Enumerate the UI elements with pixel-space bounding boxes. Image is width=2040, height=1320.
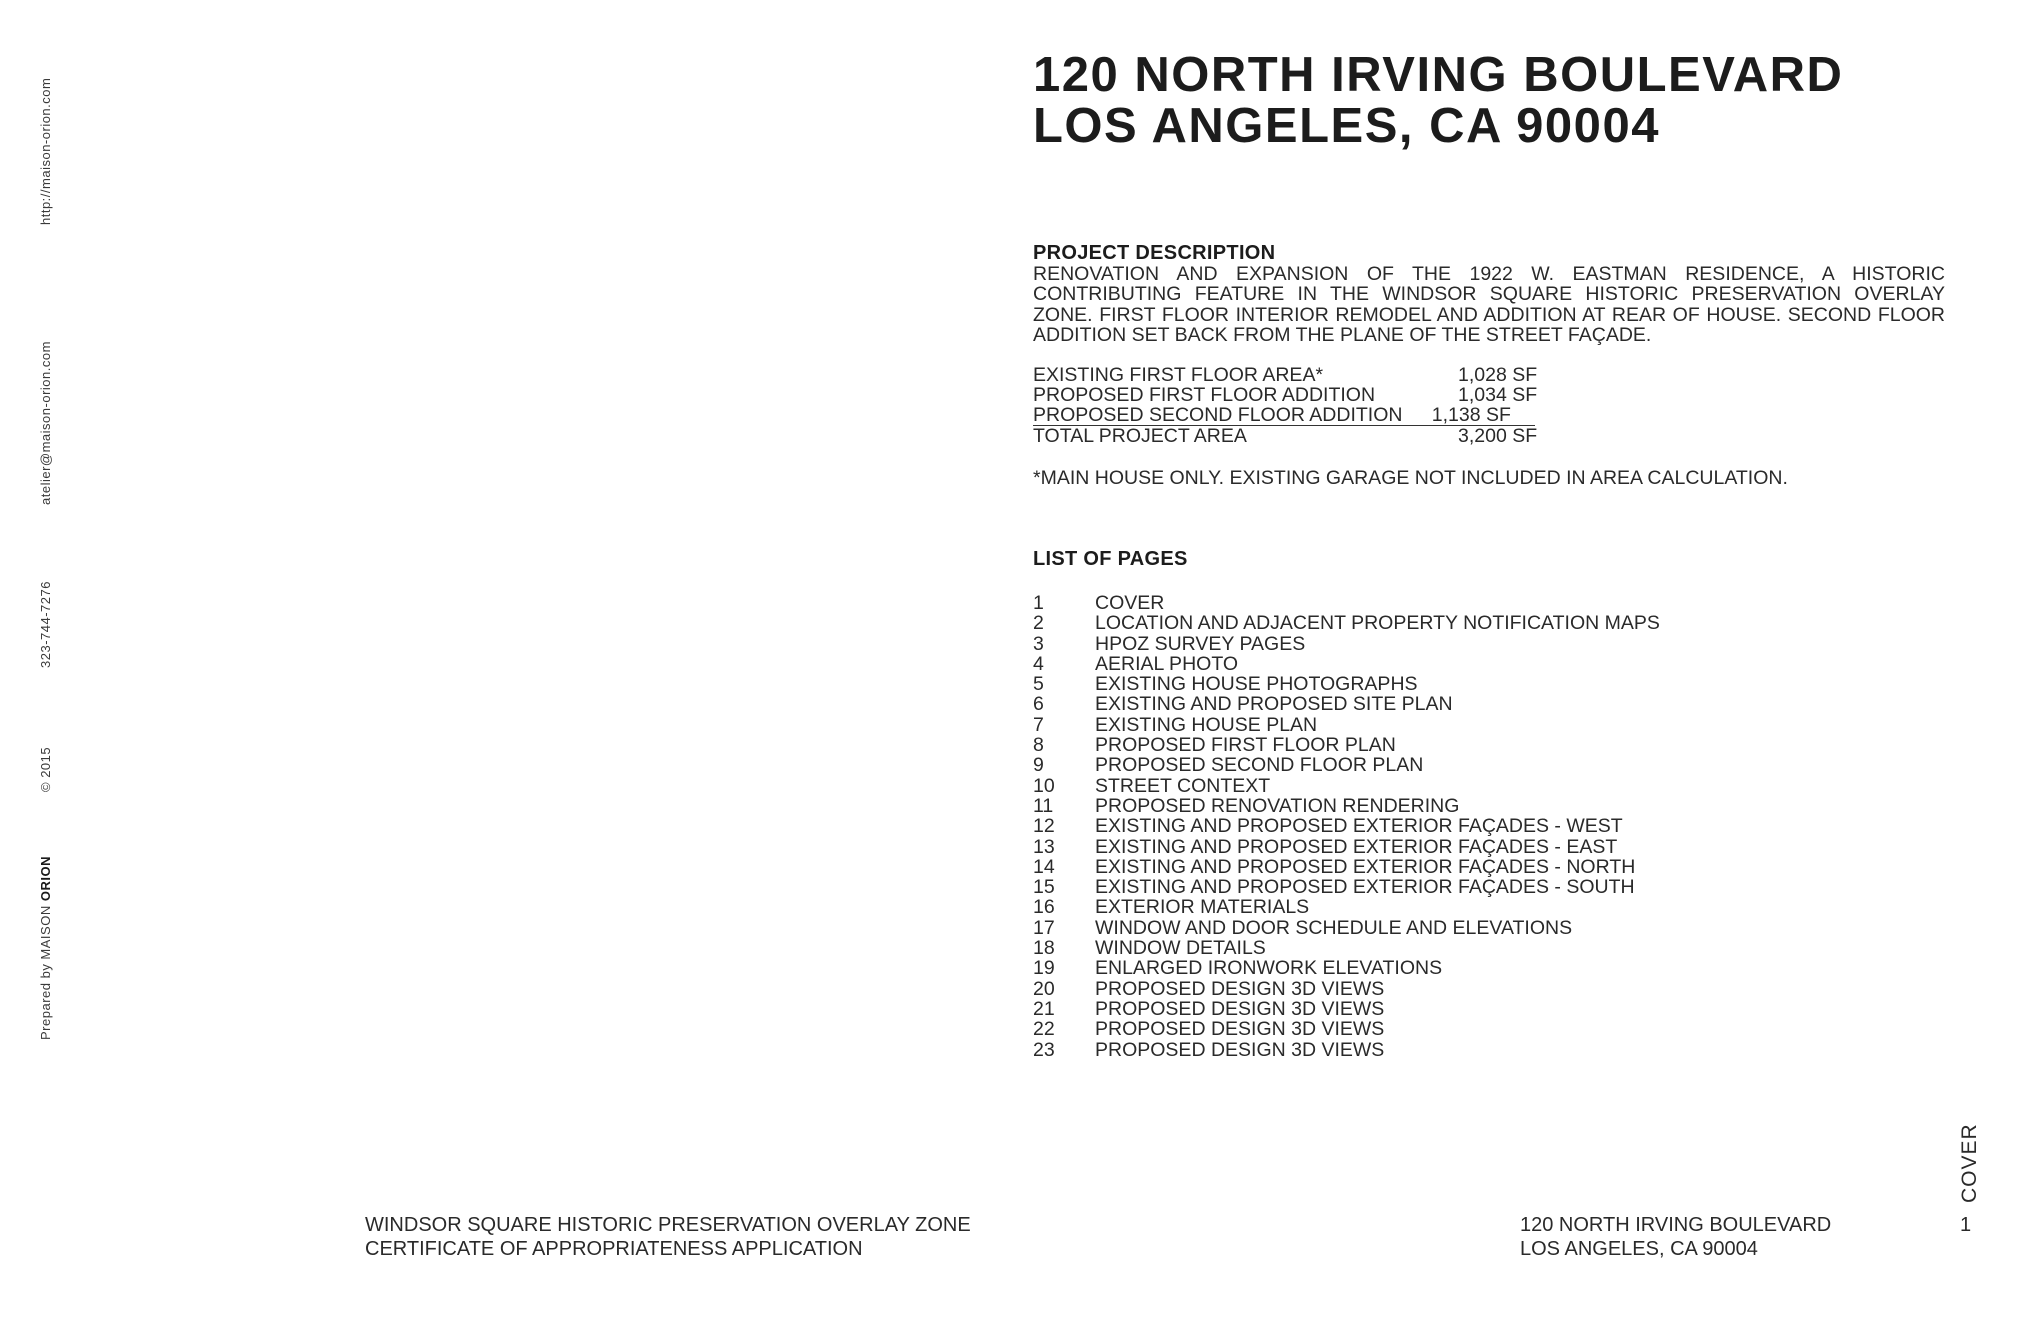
footer-zone-line: WINDSOR SQUARE HISTORIC PRESERVATION OVERLAY ZONE bbox=[365, 1214, 971, 1236]
page-list-title: EXISTING AND PROPOSED SITE PLAN bbox=[1095, 693, 1453, 716]
area-value: 1,034 SF bbox=[1458, 384, 1538, 407]
page-list-title: EXISTING HOUSE PHOTOGRAPHS bbox=[1095, 673, 1418, 696]
page-list-number: 9 bbox=[1033, 754, 1044, 777]
sheet-name-text: COVER bbox=[1958, 1123, 1981, 1203]
page-list-item bbox=[1033, 1019, 1660, 1039]
page-list-number: 14 bbox=[1033, 855, 1055, 878]
area-value: 3,200 SF bbox=[1458, 424, 1538, 447]
page-list-item bbox=[1033, 694, 1660, 714]
sidebar-website-text: http://maison-orion.com bbox=[38, 77, 53, 225]
page-list-number: 11 bbox=[1033, 794, 1054, 817]
list-of-pages bbox=[1033, 593, 1660, 1060]
page-list-number: 15 bbox=[1033, 876, 1055, 899]
page-list-item bbox=[1033, 735, 1660, 755]
page-list-number: 5 bbox=[1033, 673, 1044, 696]
area-label: TOTAL PROJECT AREA bbox=[1033, 424, 1247, 447]
page-list-item bbox=[1033, 593, 1660, 613]
page-list-number: 18 bbox=[1033, 937, 1055, 960]
page-list-item bbox=[1033, 999, 1660, 1019]
page-list-number: 12 bbox=[1033, 815, 1055, 838]
page-list-number: 8 bbox=[1033, 734, 1044, 757]
area-label: PROPOSED SECOND FLOOR ADDITION bbox=[1033, 403, 1403, 426]
area-value: 1,028 SF bbox=[1458, 364, 1538, 386]
page-list-item bbox=[1033, 715, 1660, 735]
page-list-item bbox=[1033, 796, 1660, 816]
title-address-line: 120 NORTH IRVING BOULEVARD bbox=[1033, 48, 1844, 102]
sidebar-prepared-by-text bbox=[38, 856, 53, 1040]
page-list-title: PROPOSED FIRST FLOOR PLAN bbox=[1095, 734, 1396, 757]
page-list-number: 23 bbox=[1033, 1038, 1055, 1061]
page-list-item bbox=[1033, 1040, 1660, 1060]
sidebar-copyright-text: © 2015 bbox=[38, 746, 53, 792]
page-list-number: 2 bbox=[1033, 612, 1044, 635]
page-list-number: 6 bbox=[1033, 693, 1044, 716]
page-list-title: EXISTING HOUSE PLAN bbox=[1095, 713, 1318, 736]
list-of-pages-heading: LIST OF PAGES bbox=[1033, 548, 1188, 570]
page-list-number: 10 bbox=[1033, 774, 1055, 797]
page-list-title: EXISTING AND PROPOSED EXTERIOR FAÇADES - SOUTH bbox=[1095, 876, 1635, 899]
page-list-title: EXISTING AND PROPOSED EXTERIOR FAÇADES - EAST bbox=[1095, 835, 1618, 858]
page-list-title: EXISTING AND PROPOSED EXTERIOR FAÇADES - NORTH bbox=[1095, 855, 1636, 878]
page-list-number: 20 bbox=[1033, 977, 1055, 1000]
page-list-item bbox=[1033, 816, 1660, 836]
sidebar-phone-text: 323-744-7276 bbox=[38, 581, 53, 668]
page-list-number: 21 bbox=[1033, 997, 1055, 1020]
page-list-title: PROPOSED DESIGN 3D VIEWS bbox=[1095, 977, 1385, 1000]
area-footnote: *MAIN HOUSE ONLY. EXISTING GARAGE NOT INCLUDED IN AREA CALCULATION. bbox=[1033, 467, 1788, 489]
title-city-line: LOS ANGELES, CA 90004 bbox=[1033, 99, 1660, 153]
page-list-item bbox=[1033, 938, 1660, 958]
page-list-title: PROPOSED SECOND FLOOR PLAN bbox=[1095, 754, 1424, 777]
page-list-title: LOCATION AND ADJACENT PROPERTY NOTIFICATION MAPS bbox=[1095, 612, 1660, 635]
project-description-body: RENOVATION AND EXPANSION OF THE 1922 W. EASTMAN RESIDENCE, A HISTORIC CONTRIBUTING FEATURE IN THE WINDSOR SQUARE HISTORIC PRESERVATION OVERLAY ZONE. FIRST FLOOR INTERIOR REMODEL AND ADDITION AT REAR OF HOUSE. SECOND FLOOR ADDITION SET BACK FROM THE PLANE OF THE STREET FAÇADE. bbox=[1033, 263, 1945, 346]
page-list-item bbox=[1033, 755, 1660, 775]
page-title bbox=[1033, 50, 1843, 152]
page-list-number: 17 bbox=[1033, 916, 1055, 939]
page-list-item bbox=[1033, 613, 1660, 633]
footer-project-info bbox=[365, 1213, 971, 1261]
area-table bbox=[1033, 365, 1568, 446]
area-row bbox=[1033, 403, 1535, 426]
area-label: PROPOSED FIRST FLOOR ADDITION bbox=[1033, 384, 1376, 407]
area-row bbox=[1033, 385, 1568, 405]
page-list-item bbox=[1033, 837, 1660, 857]
page-list-title: AERIAL PHOTO bbox=[1095, 652, 1239, 675]
page-list-title: PROPOSED DESIGN 3D VIEWS bbox=[1095, 997, 1385, 1020]
page-list-number: 1 bbox=[1033, 592, 1044, 614]
page-list-title: ENLARGED IRONWORK ELEVATIONS bbox=[1095, 957, 1443, 980]
page-list-number: 16 bbox=[1033, 896, 1055, 919]
page-list-item bbox=[1033, 776, 1660, 796]
footer-application-line: CERTIFICATE OF APPROPRIATENESS APPLICATION bbox=[365, 1238, 863, 1260]
page-list-number: 13 bbox=[1033, 835, 1055, 858]
page-list-title: WINDOW DETAILS bbox=[1095, 937, 1266, 960]
prepared-by-brand: ORION bbox=[38, 856, 53, 902]
page-list-title: PROPOSED DESIGN 3D VIEWS bbox=[1095, 1038, 1385, 1061]
page-list-title: COVER bbox=[1095, 592, 1165, 614]
page-list-item bbox=[1033, 674, 1660, 694]
page-list-item bbox=[1033, 979, 1660, 999]
page-list-title: EXISTING AND PROPOSED EXTERIOR FAÇADES - WEST bbox=[1095, 815, 1623, 838]
page-number: 1 bbox=[1960, 1214, 1972, 1236]
page-list-item bbox=[1033, 634, 1660, 654]
page-list-title: PROPOSED DESIGN 3D VIEWS bbox=[1095, 1018, 1385, 1041]
area-row bbox=[1033, 365, 1568, 385]
page-list-item bbox=[1033, 918, 1660, 938]
page-list-item bbox=[1033, 877, 1660, 897]
page-list-title: STREET CONTEXT bbox=[1095, 774, 1271, 797]
page-list-number: 22 bbox=[1033, 1018, 1055, 1041]
page-list-number: 4 bbox=[1033, 652, 1044, 675]
prepared-by-prefix: Prepared by MAISON bbox=[38, 905, 53, 1040]
footer-address-line: 120 NORTH IRVING BOULEVARD bbox=[1520, 1214, 1832, 1236]
footer-city-line: LOS ANGELES, CA 90004 bbox=[1520, 1238, 1758, 1260]
page-list-number: 7 bbox=[1033, 713, 1044, 736]
page-list-item bbox=[1033, 958, 1660, 978]
page-list-item bbox=[1033, 857, 1660, 877]
page-list-number: 19 bbox=[1033, 957, 1055, 980]
project-description-heading: PROJECT DESCRIPTION bbox=[1033, 242, 1276, 264]
page-list-item bbox=[1033, 654, 1660, 674]
area-total-row bbox=[1033, 426, 1568, 446]
page-list-number: 3 bbox=[1033, 632, 1044, 655]
page-list-title: WINDOW AND DOOR SCHEDULE AND ELEVATIONS bbox=[1095, 916, 1573, 939]
page-list-title: EXTERIOR MATERIALS bbox=[1095, 896, 1310, 919]
page-list-title: HPOZ SURVEY PAGES bbox=[1095, 632, 1306, 655]
sidebar-email-text: atelier@maison-orion.com bbox=[38, 341, 53, 505]
page-list-title: PROPOSED RENOVATION RENDERING bbox=[1095, 794, 1460, 817]
page-list-item bbox=[1033, 897, 1660, 917]
footer-address bbox=[1520, 1213, 1831, 1261]
area-value: 1,138 SF bbox=[1431, 403, 1511, 426]
area-label: EXISTING FIRST FLOOR AREA* bbox=[1033, 364, 1324, 386]
